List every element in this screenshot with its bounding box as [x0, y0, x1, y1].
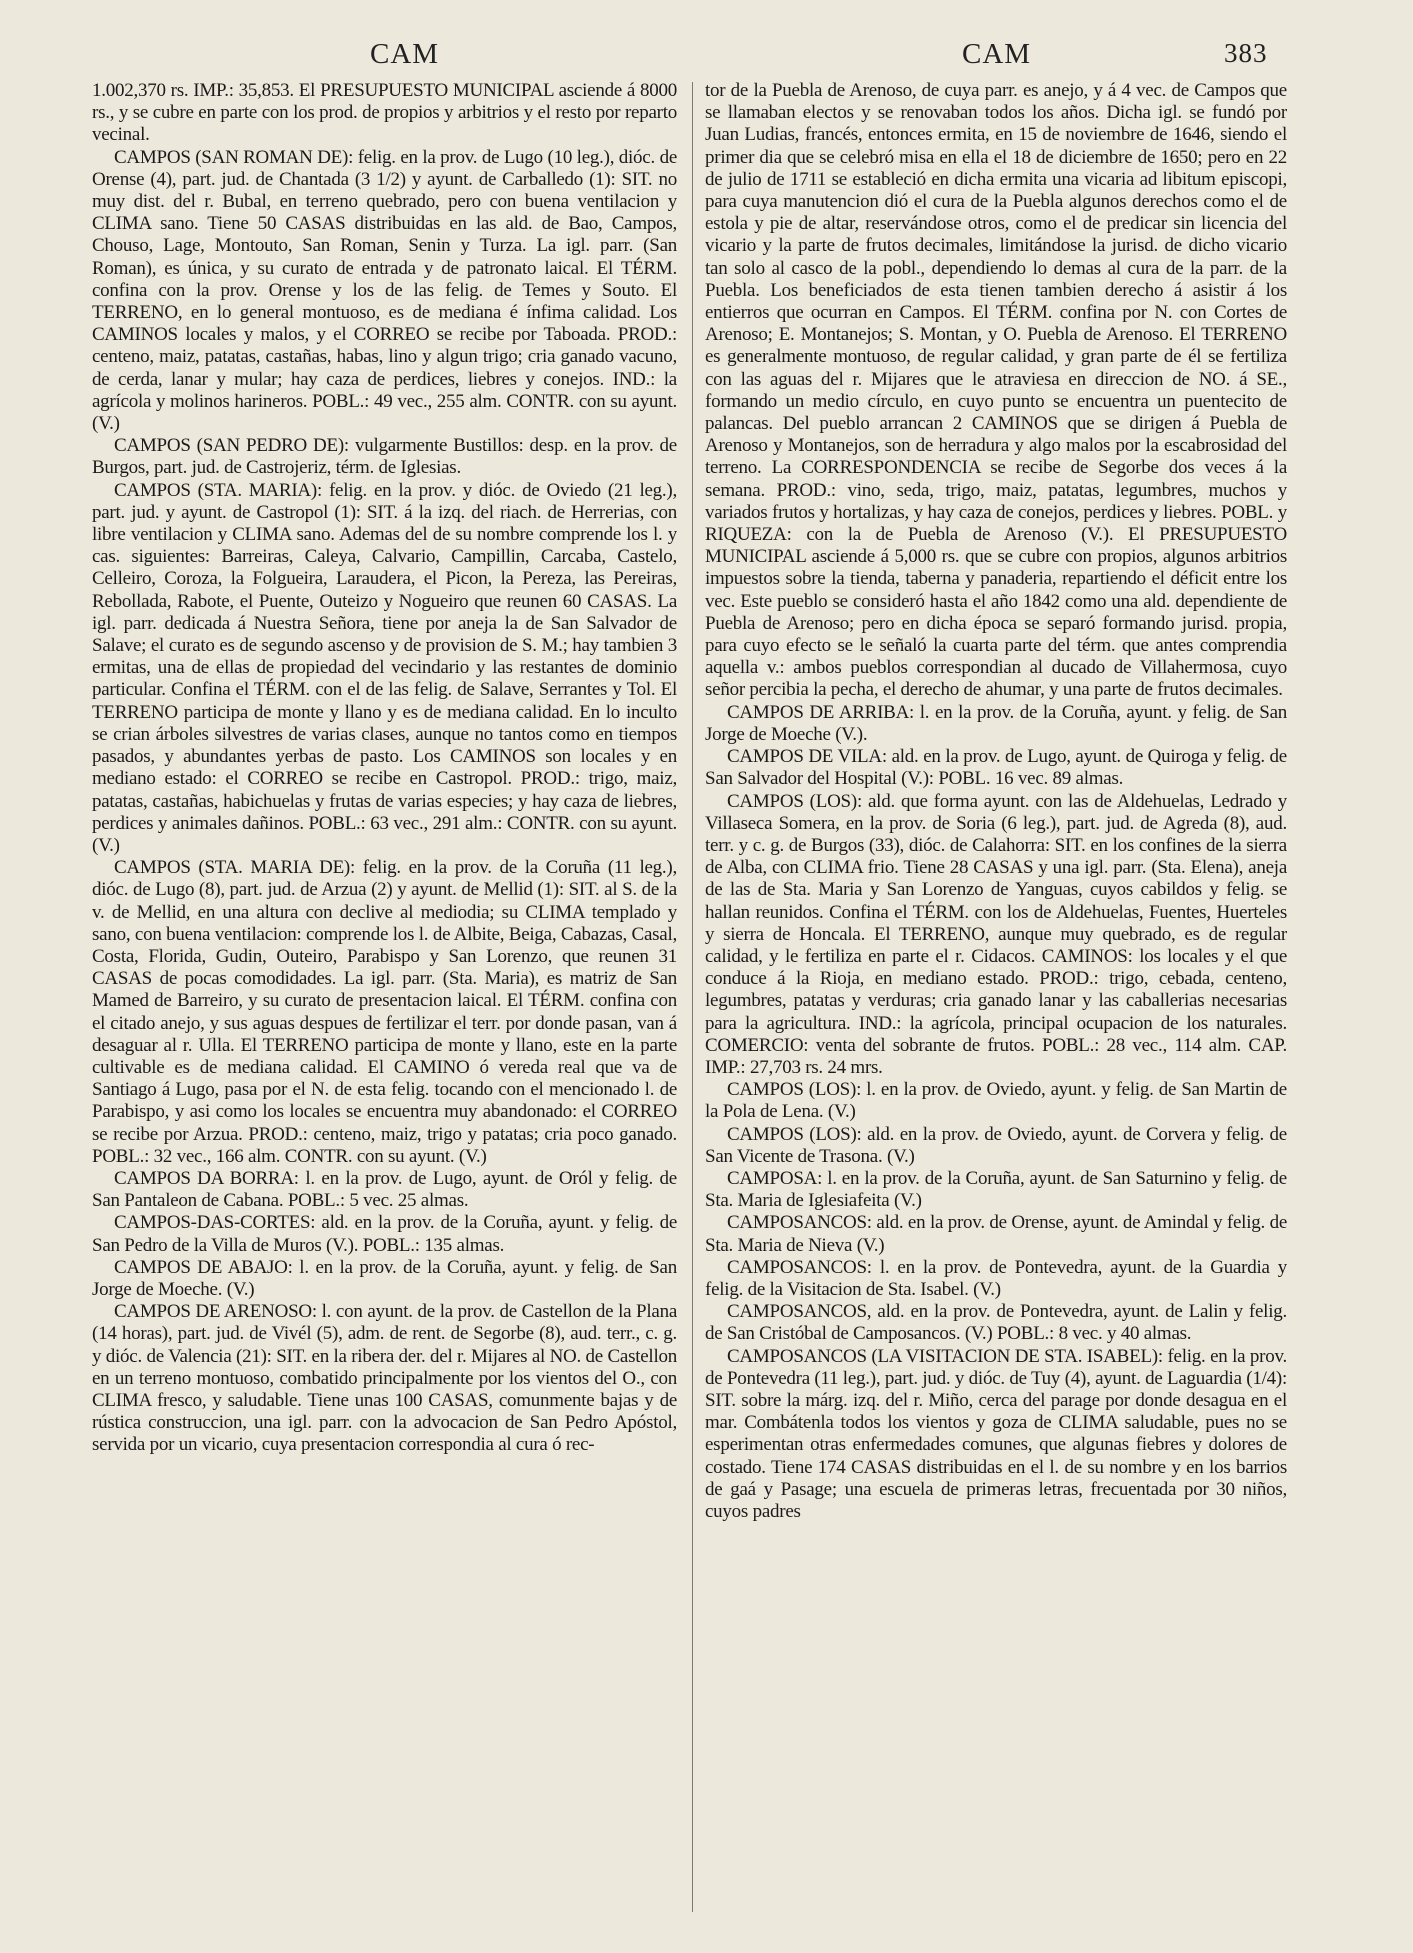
- running-head-left: CAM: [370, 38, 440, 70]
- entry-campos-de-vila: CAMPOS DE VILA: ald. en la prov. de Lugo, ayunt. de Quiroga y felig. de San Salvador del Hospital (V.): POBL. 16 vec. 89 almas.: [705, 746, 1287, 790]
- entry-campos-los-soria: CAMPOS (LOS): ald. que forma ayunt. con las de Aldehuelas, Ledrado y Villaseca Somera, en la prov. de Soria (6 leg.), part. jud. de Agreda (8), aud. terr. y c. g. de Burgos (33), dióc. de Calahorra: SIT. en los confines de la sierra de Alba, con CLIMA frio. Tiene 28 CASAS y una igl. parr. (Sta. Elena), aneja de las de Sta. Maria y San Lorenzo de Yanguas, cuyos cabildos y felig. se hallan reunidos. Confina el TÉRM. con los de Aldehuelas, Fuentes, Huerteles y sierra de Honcala. El TERRENO, aunque muy quebrado, es de regular calidad, y le fertiliza en parte el r. Cidacos. CAMINOS: los locales y el que conduce á la Rioja, en mediano estado. PROD.: trigo, cebada, centeno, legumbres, patatas y verduras; cria ganado lanar y las caballerias necesarias para la agricultura. IND.: la agrícola, principal ocupacion de los naturales. COMERCIO: venta del sobrante de frutos. POBL.: 28 vec., 114 alm. CAP. IMP.: 27,703 rs. 24 mrs.: [705, 790, 1287, 1078]
- entry-camposa: CAMPOSA: l. en la prov. de la Coruña, ayunt. de San Saturnino y felig. de Sta. Maria de Iglesiafeita (V.): [705, 1167, 1287, 1212]
- entry-campos-los-lena: CAMPOS (LOS): l. en la prov. de Oviedo, ayunt. y felig. de San Martin de la Pola de Lena. (V.): [705, 1079, 1287, 1123]
- running-head-right: CAM: [962, 38, 1032, 70]
- entry-continuation: 1.002,370 rs. IMP.: 35,853. El PRESUPUESTO MUNICIPAL asciende á 8000 rs., y se cubre en parte con los prod. de propios y arbitrios y el resto por reparto vecinal.: [92, 80, 677, 146]
- entry-campos-da-borra: CAMPOS DA BORRA: l. en la prov. de Lugo, ayunt. de Oról y felig. de San Pantaleon de Cabana. POBL.: 5 vec. 25 almas.: [92, 1167, 677, 1212]
- entry-continuation: tor de la Puebla de Arenoso, de cuya parr. es anejo, y á 4 vec. de Campos que se llamaban electos y se renovaban todos los años. Dicha igl. se fundó por Juan Ludias, francés, entonces ermita, en 15 de noviembre de 1646, siendo el primer dia que se celebró misa en ella el 18 de diciembre de 1650; pero en 22 de julio de 1711 se estableció en dicha ermita una vicaria ad libitum episcopi, para cuya manutencion dió el cura de la Puebla algunos derechos como el de estola y pie de altar, reservándose otros, como el de predicar sin licencia del vicario y la parte de frutos decimales, limitándose la jurisd. de dicho vicario tan solo al casco de la pobl., dependiendo lo demas al cura de la parr. de la Puebla. Los beneficiados de esta tienen tambien derecho á asistir á los entierros que ocurran en Campos. El TÉRM. confina por N. con Cortes de Arenoso; E. Montanejos; S. Montan, y O. Puebla de Arenoso. El TERRENO es generalmente montuoso, de regular calidad, y gran parte de él se fertiliza con las aguas del r. Mijares que le atraviesa en direccion de NO. á SE., formando un medio círculo, en cuyo punto se encuentra un puentecito de palancas. Del pueblo arrancan 2 CAMINOS que se dirigen á Puebla de Arenoso y Montanejos, son de herradura y algo malos por la escabrosidad del terreno. La CORRESPONDENCIA se recibe de Segorbe dos veces á la semana. PROD.: vino, seda, trigo, maiz, patatas, legumbres, muchos y variados frutos y hortalizas, y hay caza de conejos, perdices y liebres. POBL. y RIQUEZA: con la de Puebla de Arenoso (V.). El PRESUPUESTO MUNICIPAL asciende á 5,000 rs. que se cubre con propios, algunos arbitrios impuestos sobre la tienda, taberna y panaderia, repartiendo el déficit entre los vec. Este pueblo se consideró hasta el año 1842 como una ald. dependiente de Puebla de Arenoso; pero en dicha época se separó formando jurisd. propia, para cuyo efecto se le señaló la cuarta parte del térm. que antes comprendia aquella v.: ambos pueblos correspondian al ducado de Villahermosa, cuyo señor percibia la pecha, el derecho de ahumar, y una parte de frutos decimales.: [705, 80, 1287, 701]
- entry-camposancos-lalin: CAMPOSANCOS, ald. en la prov. de Pontevedra, ayunt. de Lalin y felig. de San Cristóbal de Camposancos. (V.) POBL.: 8 vec. y 40 almas.: [705, 1301, 1287, 1345]
- right-column: [705, 80, 1287, 1940]
- entry-campos-sta-maria-coruna: CAMPOS (STA. MARIA DE): felig. en la prov. de la Coruña (11 leg.), dióc. de Lugo (8), part. jud. de Arzua (2) y ayunt. de Mellid (1): SIT. al S. de la v. de Mellid, en una altura con declive al mediodia; su CLIMA templado y sano, con buena ventilacion: comprende los l. de Albite, Beiga, Cabazas, Casal, Costa, Florida, Gudin, Outeiro, Parabispo y San Lorenzo, que reunen 31 CASAS de pocas comodidades. La igl. parr. (Sta. Maria), es matriz de San Mamed de Barreiro, y su curato de presentacion laical. El TÉRM. confina con el citado anejo, y sus aguas despues de fertilizar el terr. por donde pasan, van á desaguar al r. Ulla. El TERRENO participa de monte y llano, este en la parte cultivable es de mediana calidad. El CAMINO ó vereda real que va de Santiago á Lugo, pasa por el N. de esta felig. tocando con el mencionado l. de Parabispo, y asi como los locales se encuentra muy abandonado: el CORREO se recibe por Arzua. PROD.: centeno, maiz, trigo y patatas; cria poco ganado. POBL.: 32 vec., 166 alm. CONTR. con su ayunt. (V.): [92, 857, 677, 1167]
- entry-camposancos-orense: CAMPOSANCOS: ald. en la prov. de Orense, ayunt. de Amindal y felig. de Sta. Maria de Nieva (V.): [705, 1212, 1287, 1256]
- entry-campos-san-pedro: CAMPOS (SAN PEDRO DE): vulgarmente Bustillos: desp. en la prov. de Burgos, part. jud. de Castrojeriz, térm. de Iglesias.: [92, 435, 677, 479]
- left-column: [92, 80, 677, 1940]
- entry-camposancos-visitacion: CAMPOSANCOS (LA VISITACION DE STA. ISABEL): felig. en la prov. de Pontevedra (11 leg.), part. jud. y dióc. de Tuy (4), ayunt. de Laguardia (1/4): SIT. sobre la márg. izq. del r. Miño, cerca del parage por donde desagua en el mar. Combátenla todos los vientos y goza de CLIMA saludable, pues no se esperimentan otras enfermedades comunes, que algunas fiebres y dolores de costado. Tiene 174 CASAS distribuidas en el l. de su nombre y en los barrios de gaá y Pasage; una escuela de primeras letras, frecuentada por 30 niños, cuyos padres: [705, 1345, 1287, 1522]
- page-number: 383: [1224, 38, 1268, 68]
- entry-campos-de-arenoso: CAMPOS DE ARENOSO: l. con ayunt. de la prov. de Castellon de la Plana (14 horas), part. jud. de Vivél (5), adm. de rent. de Segorbe (8), aud. terr., c. g. y dióc. de Valencia (21): SIT. en la ribera der. del r. Mijares al NO. de Castellon en un terreno montuoso, combatido principalmente por los vientos del O., con CLIMA fresco, y saludable. Tiene unas 100 CASAS, comunmente bajas y de rústica construccion, una igl. parr. con la advocacion de San Pedro Apóstol, servida por un vicario, cuya presentacion correspondia al cura ó rec-: [92, 1301, 677, 1456]
- entry-campos-das-cortes: CAMPOS-DAS-CORTES: ald. en la prov. de la Coruña, ayunt. y felig. de San Pedro de la Villa de Muros (V.). POBL.: 135 almas.: [92, 1212, 677, 1256]
- entry-campos-los-trasona: CAMPOS (LOS): ald. en la prov. de Oviedo, ayunt. de Corvera y felig. de San Vicente de Trasona. (V.): [705, 1123, 1287, 1167]
- entry-camposancos-guardia: CAMPOSANCOS: l. en la prov. de Pontevedra, ayunt. de la Guardia y felig. de la Visitacion de Sta. Isabel. (V.): [705, 1256, 1287, 1300]
- entry-campos-de-abajo: CAMPOS DE ABAJO: l. en la prov. de la Coruña, ayunt. y felig. de San Jorge de Moeche. (V.): [92, 1256, 677, 1300]
- entry-campos-san-roman: CAMPOS (SAN ROMAN DE): felig. en la prov. de Lugo (10 leg.), dióc. de Orense (4), part. jud. de Chantada (3 1/2) y ayunt. de Carballedo (1): SIT. no muy dist. del r. Bubal, en terreno quebrado, pero con buena ventilacion y CLIMA sano. Tiene 50 CASAS distribuidas en las ald. de Bao, Campos, Chouso, Lage, Montouto, San Roman, Senin y Turza. La igl. parr. (San Roman), es única, y su curato de entrada y de patronato laical. El TÉRM. confina con la prov. Orense y los de las felig. de Temes y Souto. El TERRENO, en lo general montuoso, es de mediana é ínfima calidad. Los CAMINOS locales y malos, y el CORREO se recibe por Taboada. PROD.: centeno, maiz, patatas, castañas, habas, lino y algun trigo; cria ganado vacuno, de cerda, lanar y mular; hay caza de perdices, liebres y conejos. IND.: la agrícola y molinos harineros. POBL.: 49 vec., 255 alm. CONTR. con su ayunt. (V.): [92, 146, 677, 435]
- entry-campos-sta-maria-oviedo: CAMPOS (STA. MARIA): felig. en la prov. y dióc. de Oviedo (21 leg.), part. jud. y ayunt. de Castropol (1): SIT. á la izq. del riach. de Herrerias, con libre ventilacion y CLIMA sano. Ademas del de su nombre comprende los l. y cas. siguientes: Barreiras, Caleya, Calvario, Campillin, Carcaba, Castelo, Celleiro, Coroza, la Folgueira, Laraudera, el Picon, la Pereza, las Pereiras, Rebollada, Rabote, el Puente, Outeizo y Nogueiro que reunen 60 CASAS. La igl. parr. dedicada á Nuestra Señora, tiene por aneja la de San Salvador de Salave; el curato es de segundo ascenso y de provision de S. M.; hay tambien 3 ermitas, una de ellas de propiedad del vecindario y las restantes de dominio particular. Confina el TÉRM. con el de las felig. de Salave, Serrantes y Tol. El TERRENO participa de monte y llano y es de mediana calidad. En lo inculto se crian árboles silvestres de varias clases, aunque no tantos como en tiempos pasados, y abundantes yerbas de pasto. Los CAMINOS son locales y en mediano estado: el CORREO se recibe en Castropol. PROD.: trigo, maiz, patatas, castañas, habichuelas y frutas de varias especies; y hay caza de liebres, perdices y animales dañinos. POBL.: 63 vec., 291 alm.: CONTR. con su ayunt. (V.): [92, 479, 677, 856]
- column-divider: [692, 82, 693, 1912]
- entry-campos-de-arriba: CAMPOS DE ARRIBA: l. en la prov. de la Coruña, ayunt. y felig. de San Jorge de Moeche (V.).: [705, 701, 1287, 745]
